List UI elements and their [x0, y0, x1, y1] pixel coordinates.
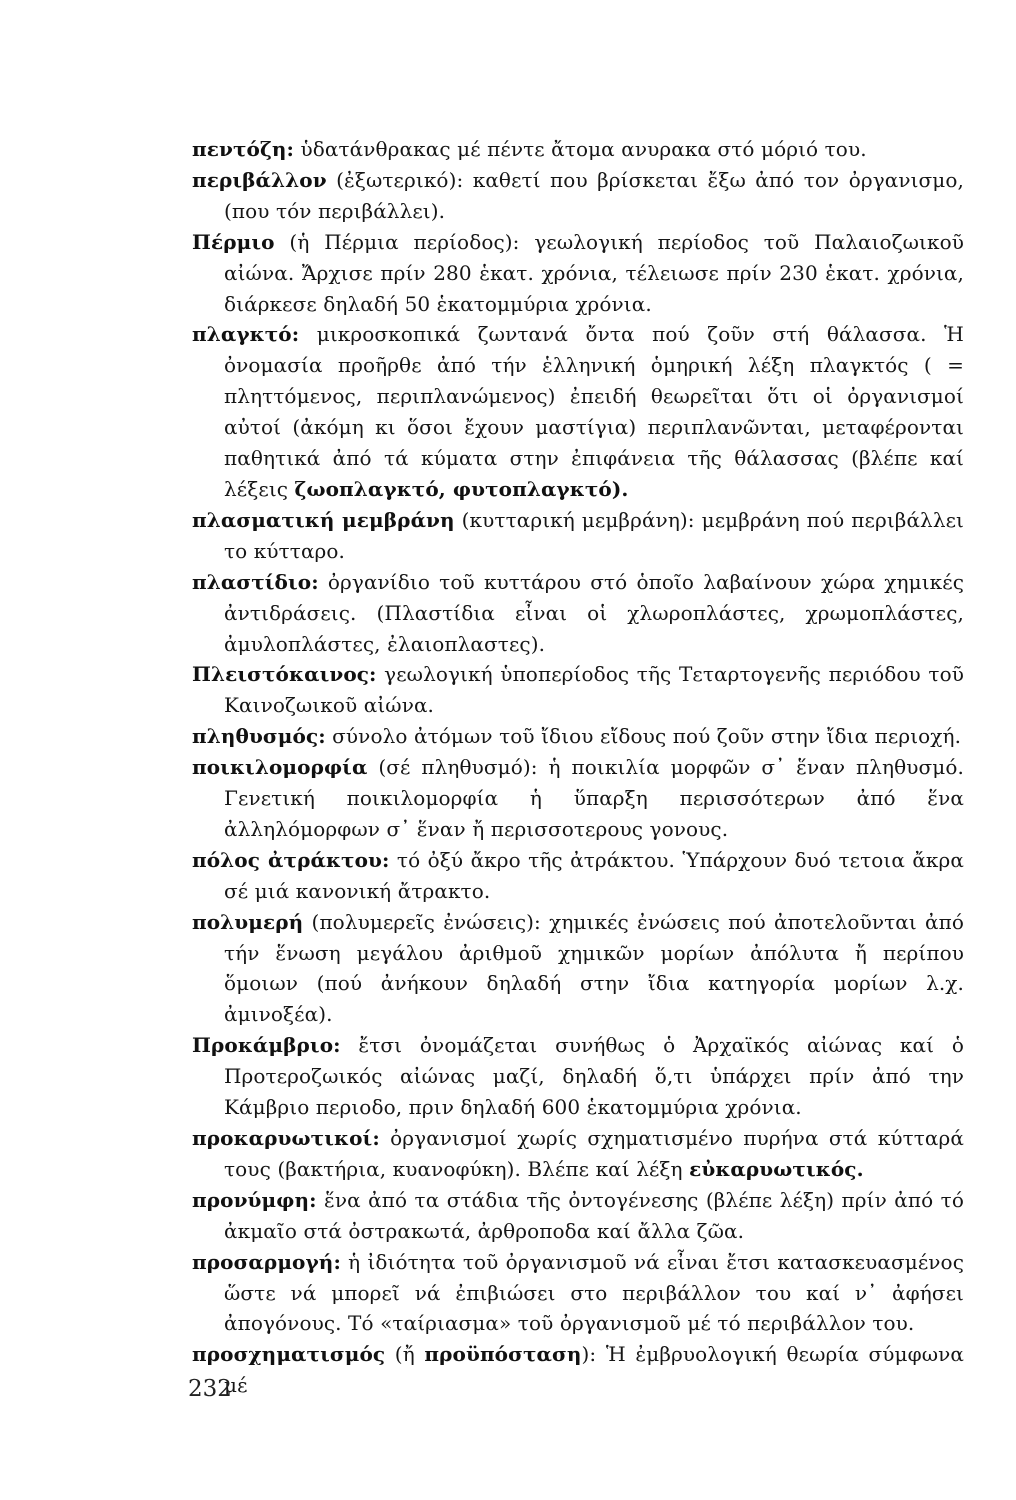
entry-definition: ὑδατάνθρακας μέ πέντε ἄτομα ανυρακα στό μόριό του. [294, 137, 867, 161]
glossary-entry [192, 567, 964, 660]
glossary-entry [192, 134, 964, 165]
glossary-entry [192, 721, 964, 752]
entry-definition: (σέ πληθυσμό): ἡ ποικιλία μορφῶν σ᾽ ἕναν πληθυσμό. Γενετική ποικιλομορφία ἡ ὕπαρξη περισσότερων ἀπό ἕνα ἀλληλόμορφων σ᾽ ἕναν ἤ περισσοτερους γονους. [224, 755, 964, 841]
entry-definition: (ἡ Πέρμια περίοδος): γεωλογική περίοδος τοῦ Παλαιοζωικοῦ αἰώνα. Ἄρχισε πρίν 280 ἑκατ. χρόνια, τέλειωσε πρίν 230 ἑκατ. χρόνια, διάρκεσε δηλαδή 50 ἑκατομμύρια χρόνια. [224, 229, 964, 316]
glossary-entry [192, 227, 964, 320]
entry-term: πόλος ἀτράκτου: [192, 847, 390, 872]
entry-definition: (ἐξωτερικό): καθετί που βρίσκεται ἔξω ἀπό τον ὀργανισμο, (που τόν περιβάλλει). [224, 167, 964, 223]
entry-term: πλαστίδιο: [192, 569, 319, 594]
entry-definition: τό ὀξύ ἄκρο τῆς ἀτράκτου. Ὑπάρχουν δυό τετοια ἄκρα σέ μιά κανονική ἄτρακτο. [224, 847, 964, 903]
glossary-entry [192, 1185, 964, 1247]
entry-term: ποικιλομορφία [192, 755, 368, 780]
glossary-entry [192, 907, 964, 1031]
entry-definition: (κυτταρική μεμβράνη): μεμβράνη πού περιβάλλει το κύτταρο. [224, 507, 965, 563]
entry-definition: ὀργανισμοί χωρίς σχηματισμένο πυρήνα στά κύτταρά τους (βακτήρια, κυανοφύκη). Βλέπε καί λέξη [224, 1126, 964, 1181]
glossary-entry [192, 752, 964, 845]
glossary-entry [192, 659, 964, 721]
glossary-entry [192, 1123, 964, 1185]
entry-definition: ὀργανίδιο τοῦ κυττάρου στό ὁποῖο λαβαίνουν χώρα χημικές ἀντιδράσεις. (Πλαστίδια εἶναι οἱ χλωροπλάστες, χρωμοπλάστες, ἀμυλοπλάστες, ἐλαιοπλαστες). [224, 569, 964, 656]
page-number: 232 [188, 1376, 232, 1402]
glossary-entry [192, 1339, 964, 1401]
entry-term: περιβάλλον [192, 167, 327, 192]
entry-term: Πέρμιο [192, 229, 275, 254]
entry-crossref: εὐκαρυωτικός. [689, 1156, 864, 1181]
entry-definition: σύνολο ἀτόμων τοῦ ἴδιου εἴδους πού ζοῦν στην ἴδια περιοχή. [325, 724, 962, 749]
entry-crossref: ζωοπλαγκτό, φυτοπλαγκτό). [294, 476, 629, 501]
entry-definition: (πολυμερεῖς ἐνώσεις): χημικές ἐνώσεις πού ἀποτελοῦνται ἀπό τήν ἕνωση μεγάλου ἀριθμοῦ χημικῶν μορίων ἀπόλυτα ἤ περίπου ὅμοιων (πού ἀνήκουν δηλαδή στην ἴδια κατηγορία μορίων λ.χ. ἀμινοξέα). [224, 909, 964, 1027]
entry-term: προσχηματισμός [192, 1342, 386, 1367]
glossary-entry [192, 165, 964, 227]
glossary-entry [192, 319, 964, 504]
entry-definition: γεωλογική ὑποπερίοδος τῆς Τεταρτογενῆς περιόδου τοῦ Καινοζωικοῦ αἰώνα. [224, 662, 964, 718]
entry-term: Προκάμβριο: [192, 1033, 341, 1058]
entry-term: πεντόζη: [192, 137, 295, 161]
entry-definition: ἡ ἰδιότητα τοῦ ὀργανισμοῦ νά εἶναι ἔτσι κατασκευασμένος ὥστε νά μπορεῖ νά ἐπιβιώσει στο περιβάλλον του καί ν᾽ ἀφήσει ἀπογόνους. Τό «ταίριασμα» τοῦ ὀργανισμοῦ μέ τό περιβάλλον του. [224, 1249, 964, 1336]
entry-term: προνύμφη: [192, 1187, 317, 1212]
glossary-entry [192, 845, 964, 907]
entry-definition: ἕνα ἀπό τα στάδια τῆς ὀντογένεσης (βλέπε λέξη) πρίν ἀπό τό ἀκμαῖο στά ὀστρακωτά, ἀρθροποδα καί ἄλλα ζῶα. [224, 1187, 964, 1243]
entry-definition: μικροσκοπικά ζωντανά ὄντα πού ζοῦν στή θάλασσα. Ἡ ὀνομασία προῆρθε ἀπό τήν ἑλληνική ὁμηρική λέξη πλαγκτός ( = πληττόμενος, περιπλανώμενος) ἐπειδή θεωρεῖται ὅτι οἱ ὀργανισμοί αὐτοί (ἀκόμη κι ὅσοι ἔχουν μαστίγια) περιπλανῶνται, μεταφέρονται παθητικά ἀπό τά κύματα στην ἐπιφάνεια τῆς θάλασσας (βλέπε καί λέξεις [224, 322, 964, 501]
entry-term: προκαρυωτικοί: [192, 1126, 380, 1150]
entry-crossref: προϋπόσταση [424, 1342, 582, 1367]
glossary-entry [192, 505, 964, 567]
entry-term: πληθυσμός: [192, 724, 326, 749]
entry-term: πολυμερή [192, 909, 304, 934]
entry-definition: ἔτσι ὀνομάζεται συνήθως ὁ Ἀρχαϊκός αἰώνας καί ὁ Προτεροζωικός αἰώνας μαζί, δηλαδή ὅ,τι ὑπάρχει πρίν ἀπό την Κάμβριο περιοδο, πριν δηλαδή 600 ἑκατομμύρια χρόνια. [224, 1033, 964, 1120]
glossary-entry [192, 1247, 964, 1340]
entry-term: πλαγκτό: [192, 322, 300, 347]
entry-term: πλασματική μεμβράνη [192, 507, 455, 532]
entry-term: προσαρμογή: [192, 1249, 341, 1274]
glossary [192, 134, 964, 1401]
entry-definition: (ἤ [385, 1342, 425, 1367]
entry-term: Πλειστόκαινος: [192, 662, 377, 687]
glossary-entry [192, 1030, 964, 1123]
entry-definition: ): Ἡ ἐμβρυολογική θεωρία σύμφωνα μέ [224, 1342, 964, 1398]
